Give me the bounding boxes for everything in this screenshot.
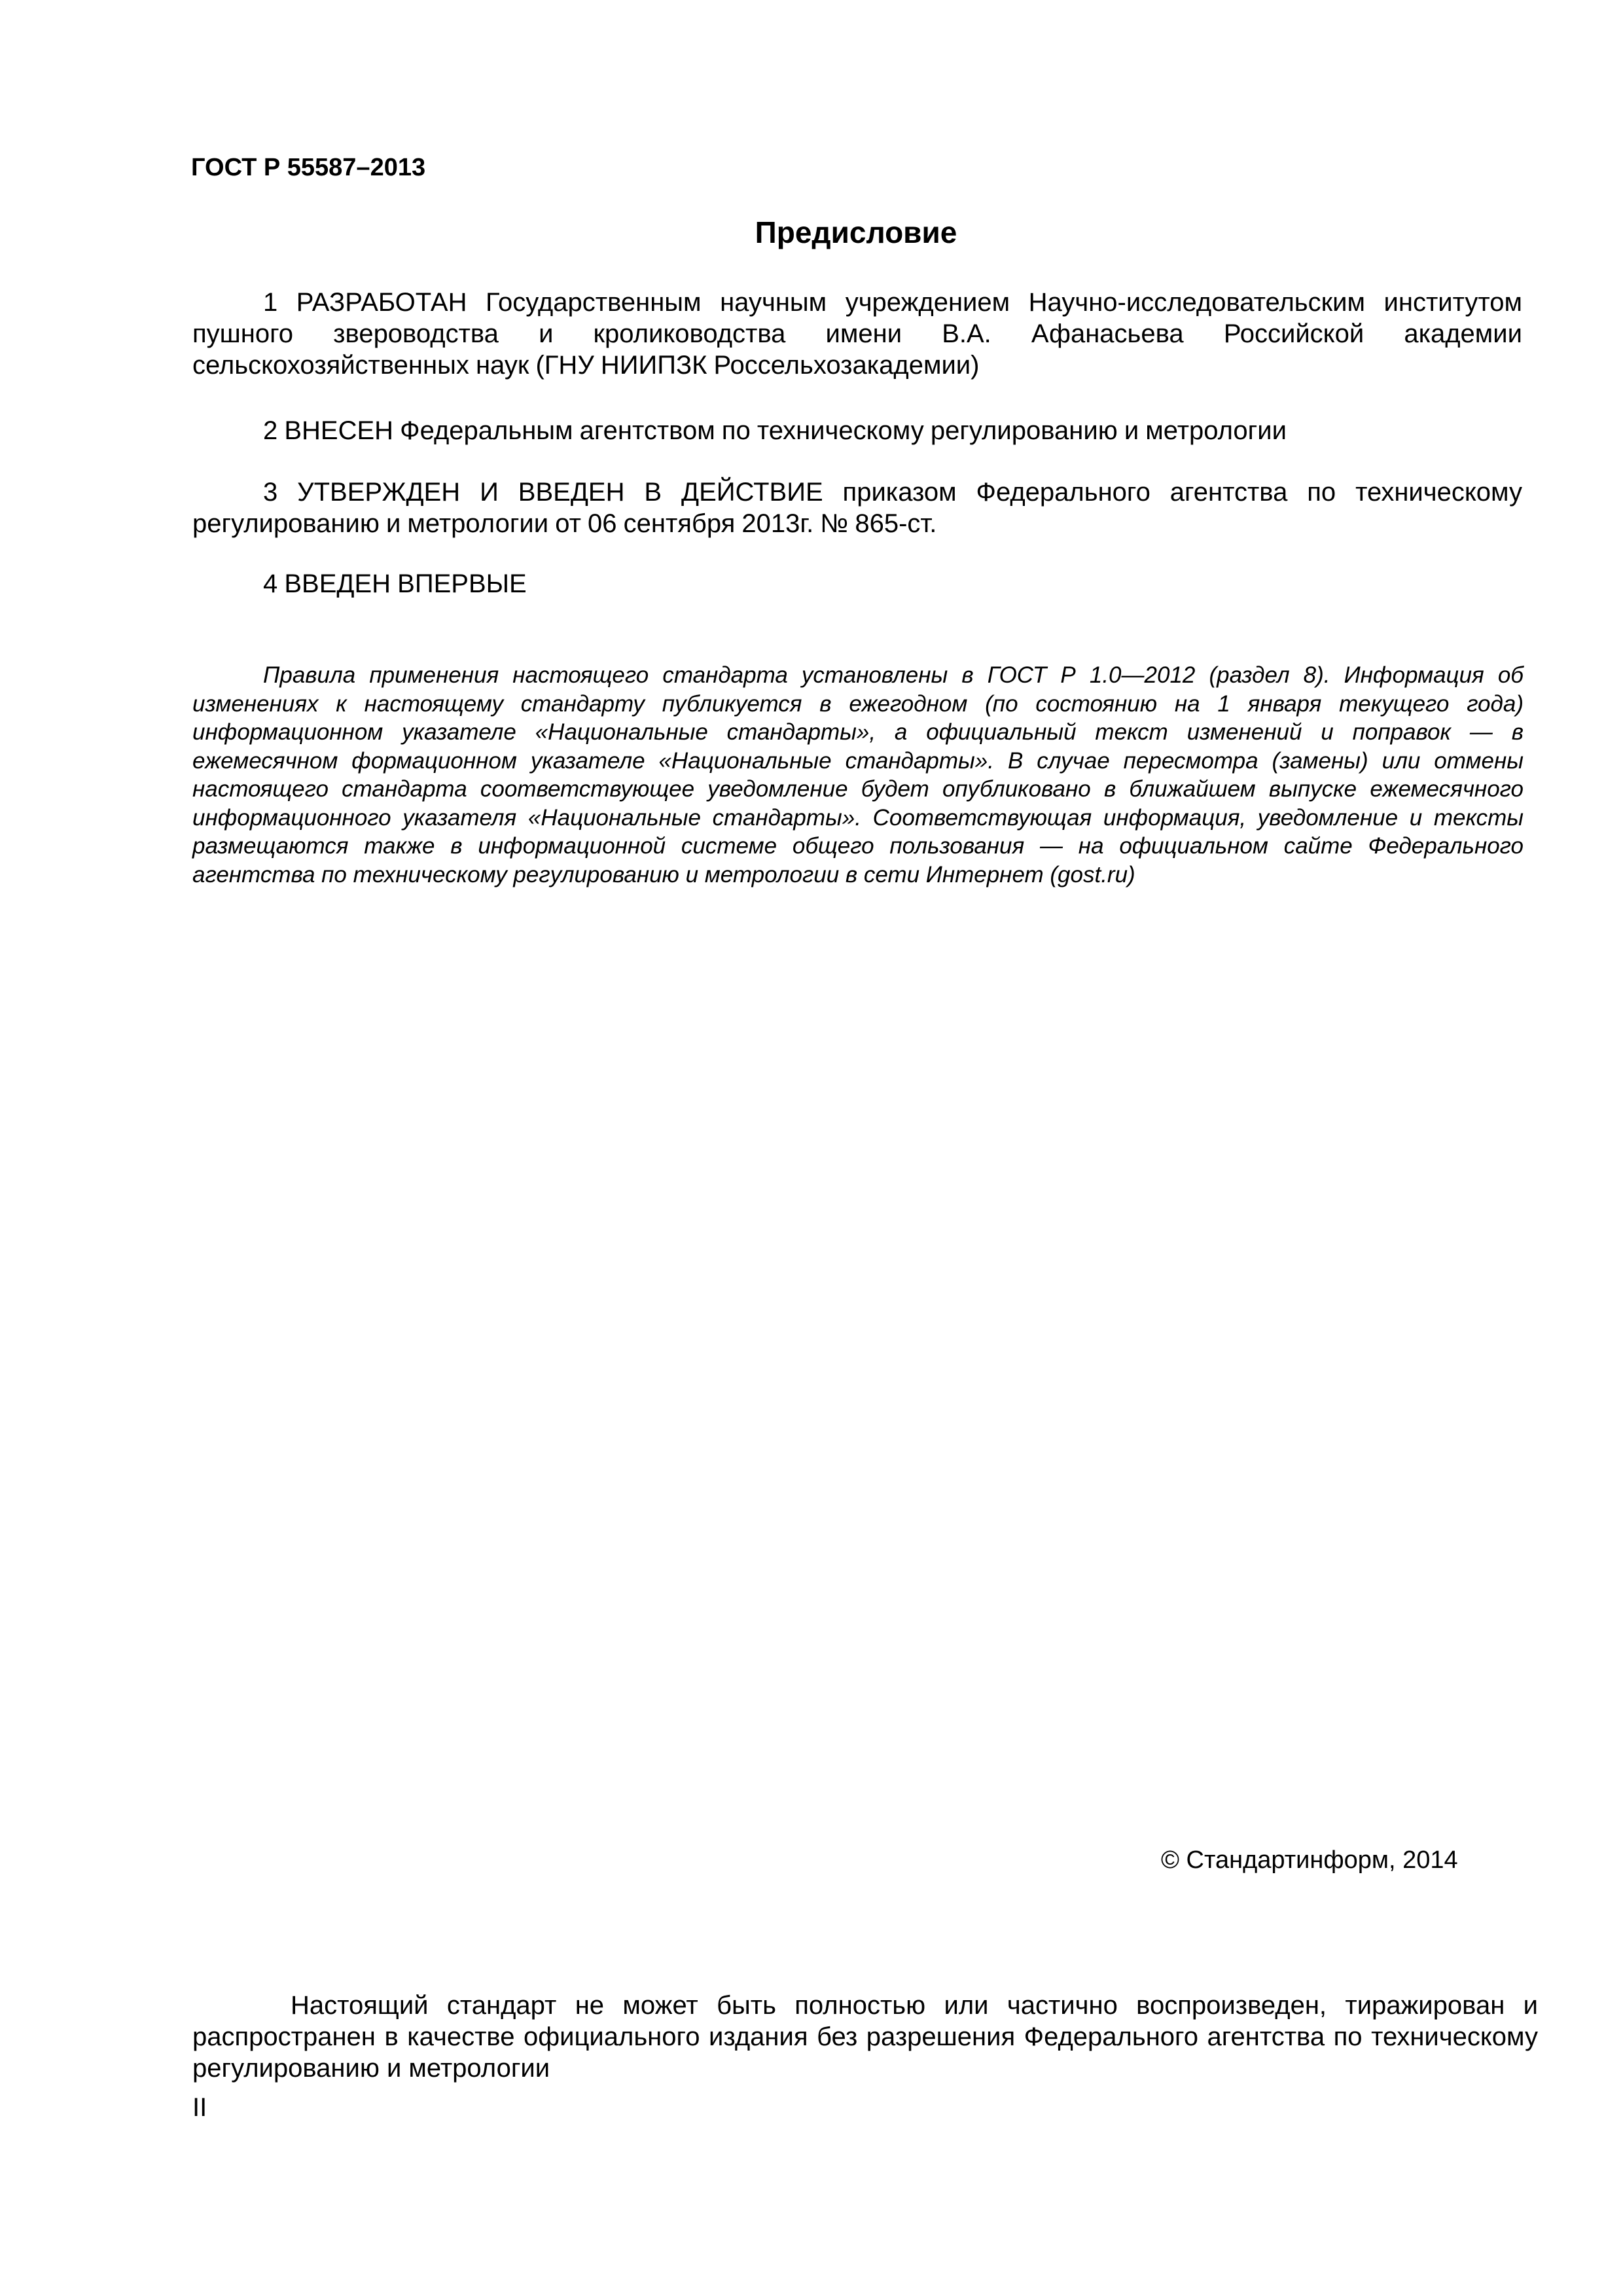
- rules-application-note: Правила применения настоящего стандарта установлены в ГОСТ Р 1.0—2012 (раздел 8). Информация об изменениях к настоящему стандарту публикуется в ежегодном (по состоянию на 1 января текущего года) информационном указателе «Национальные стандарты», а официальный текст изменений и поправок — в ежемесячном формационном указателе «Национальные стандарты». В случае пересмотра (замены) или отмены настоящего стандарта соответствующее уведомление будет опубликовано в ближайшем выпуске ежемесячного информационного указателя «Национальные стандарты». Соответствующая информация, уведомление и тексты размещаются также в информационной системе общего пользования — на официальном сайте Федерального агентства по техническому регулированию и метрологии в сети Интернет (gost.ru): [192, 662, 1524, 888]
- document-number: ГОСТ Р 55587–2013: [191, 154, 426, 181]
- page-number: II: [192, 2093, 207, 2122]
- preface-item-approved: 3 УТВЕРЖДЕН И ВВЕДЕН В ДЕЙСТВИЕ приказом Федерального агентства по техническому регулированию и метрологии от 06 сентября 2013г. № 865-ст.: [192, 478, 1522, 538]
- preface-item-developed: 1 РАЗРАБОТАН Государственным научным учреждением Научно-исследовательским институтом пушного звероводства и кролиководства имени В.А. Афанасьева Российской академии сельскохозяйственных наук (ГНУ НИИПЗК Россельхозакадемии): [192, 288, 1522, 380]
- preface-title: Предисловие: [755, 215, 957, 249]
- reproduction-notice: Настоящий стандарт не может быть полностью или частично воспроизведен, тиражирован и распространен в качестве официального издания без разрешения Федерального агентства по техническому регулированию и метрологии: [192, 1991, 1538, 2083]
- copyright-line: © Стандартинформ, 2014: [1161, 1846, 1458, 1874]
- preface-item-introduced: 4 ВВЕДЕН ВПЕРВЫЕ: [263, 569, 527, 598]
- preface-item-submitted: 2 ВНЕСЕН Федеральным агентством по техническому регулированию и метрологии: [263, 416, 1287, 445]
